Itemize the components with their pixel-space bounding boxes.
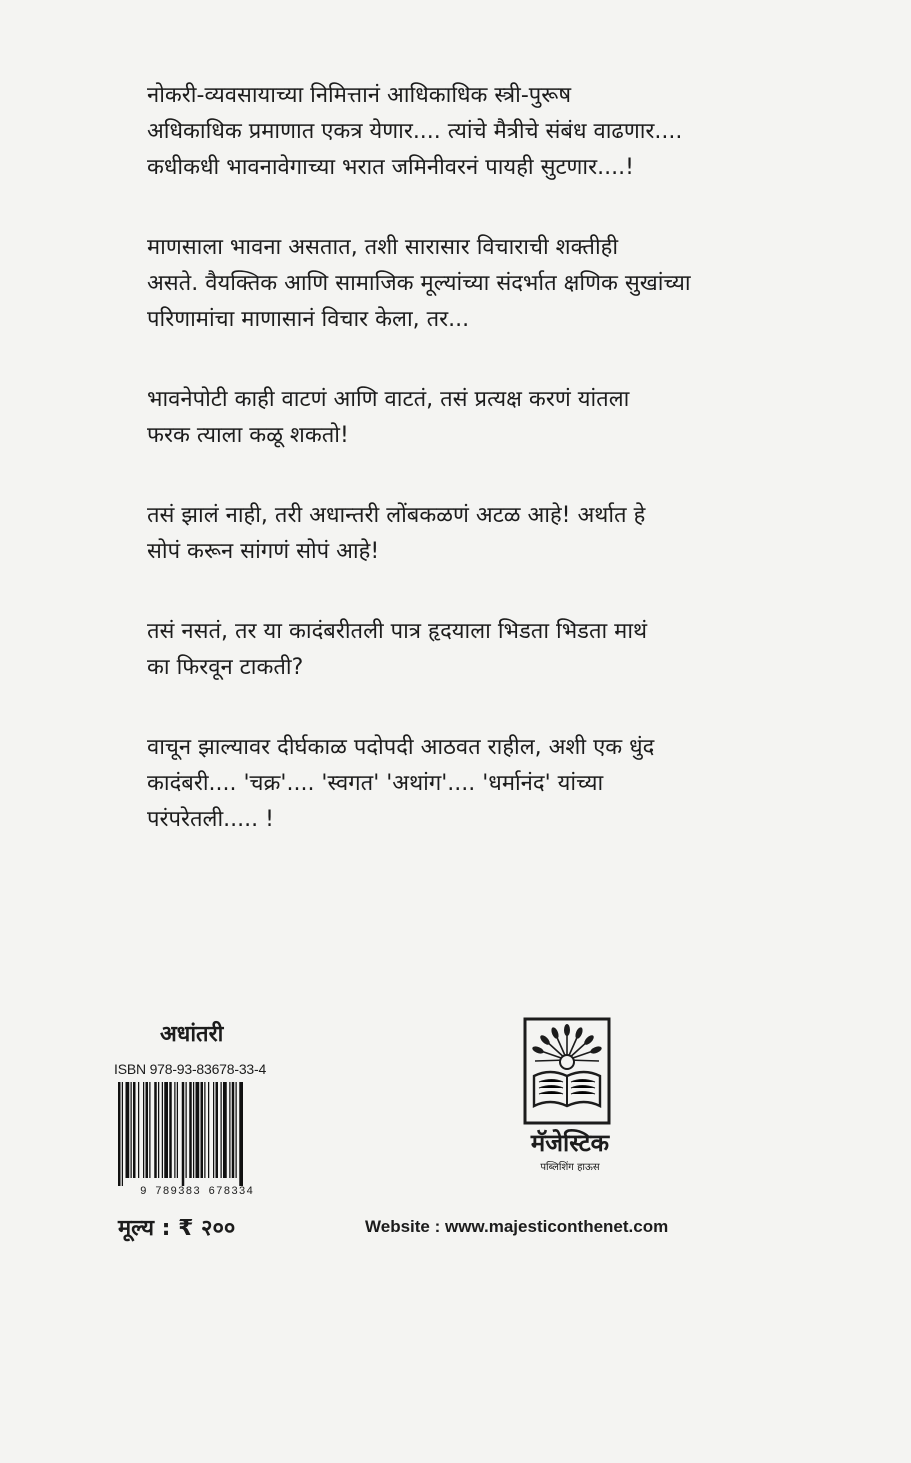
blurb-paragraph-4 (147, 498, 747, 570)
blurb-line: वाचून झाल्यावर दीर्घकाळ पदोपदी आठवत राहील, अशी एक धुंद (147, 735, 655, 760)
blurb-line: माणसाला भावना असतात, तशी सारासार विचाराची शक्तीही (147, 235, 619, 260)
barcode-bar (146, 1082, 149, 1178)
blurb-line: परंपरेतली..... ! (147, 807, 274, 832)
blurb-line: कधीकधी भावनावेगाच्या भरात जमिनीवरनं पायही सुटणार....! (147, 155, 634, 180)
blurb-line: फरक त्याला कळू शकतो! (147, 423, 349, 448)
blurb-line: सोपं करून सांगणं सोपं आहे! (147, 539, 380, 564)
barcode-bar (154, 1082, 157, 1178)
barcode-bar (126, 1082, 130, 1178)
barcode-bar (223, 1082, 227, 1178)
barcode-bar (164, 1082, 168, 1178)
barcode-bar (189, 1082, 192, 1178)
book-title: अधांतरी (160, 1022, 224, 1047)
barcode-bar (196, 1082, 200, 1178)
isbn-number: ISBN 978-93-83678-33-4 (114, 1061, 267, 1077)
barcode-bar (149, 1082, 150, 1178)
publisher-name: मॅजेस्टिक (530, 1129, 610, 1157)
barcode-bar (204, 1082, 205, 1178)
barcode-bar (186, 1082, 187, 1178)
blurb-paragraph-6 (147, 730, 747, 838)
barcode-bar (232, 1082, 235, 1178)
barcode-bar (118, 1082, 121, 1186)
blurb-line: परिणामांचा माणासानं विचार केला, तर... (147, 307, 470, 332)
barcode-bar (221, 1082, 222, 1178)
barcode-bar (182, 1082, 185, 1186)
barcode-bar (138, 1082, 139, 1178)
barcode-bar (201, 1082, 204, 1178)
barcode-bar (174, 1082, 175, 1178)
barcode-bar (143, 1082, 144, 1178)
barcode-bar (158, 1082, 159, 1178)
blurb-line: का फिरवून टाकती? (147, 655, 304, 680)
blurb-text (147, 78, 747, 882)
barcode-bar (162, 1082, 163, 1178)
blurb-line: असते. वैयक्तिक आणि सामाजिक मूल्यांच्या संदर्भात क्षणिक सुखांच्या (147, 271, 691, 296)
publisher-logo-icon (522, 1016, 612, 1126)
barcode-bar (177, 1082, 178, 1178)
barcode-bar (169, 1082, 172, 1178)
blurb-line: तसं झालं नाही, तरी अधान्तरी लोंबकळणं अटळ आहे! अर्थात हे (147, 503, 646, 528)
barcode-bar (213, 1082, 214, 1178)
blurb-paragraph-3 (147, 382, 747, 454)
blurb-line: अधिकाधिक प्रमाणात एकत्र येणार.... त्यांचे मैत्रीचे संबंध वाढणार.... (147, 119, 683, 144)
blurb-paragraph-5 (147, 614, 747, 686)
blurb-line: भावनेपोटी काही वाटणं आणि वाटतं, तसं प्रत्यक्ष करणं यांतला (147, 387, 630, 412)
barcode-bar (216, 1082, 219, 1178)
price-label: मूल्य : ₹ २०० (118, 1216, 236, 1241)
barcode-bar (239, 1082, 243, 1186)
blurb-line: तसं नसतं, तर या कादंबरीतली पात्र हृदयाला भिडता भिडता माथं (147, 619, 648, 644)
barcode-bar (208, 1082, 209, 1178)
blurb-paragraph-2 (147, 230, 747, 338)
publisher-subtitle: पब्लिशिंग हाऊस (540, 1162, 600, 1173)
barcode-bar (131, 1082, 132, 1178)
barcode-bar (193, 1082, 194, 1178)
blurb-line: नोकरी-व्यवसायाच्या निमित्तानं आधिकाधिक स्त्री-पुरूष (147, 83, 572, 108)
blurb-paragraph-1 (147, 78, 747, 186)
barcode-digits: 9 789383 678334 (139, 1186, 255, 1198)
publisher-website: Website : www.majesticonthenet.com (365, 1217, 669, 1236)
barcode-bar (122, 1082, 123, 1186)
barcode-bar (133, 1082, 136, 1178)
blurb-line: कादंबरी.... 'चक्र'.... 'स्वगत' 'अथांग'.... 'धर्मानंद' यांच्या (147, 771, 604, 796)
barcode-bar (229, 1082, 230, 1178)
barcode-bar (236, 1082, 237, 1178)
